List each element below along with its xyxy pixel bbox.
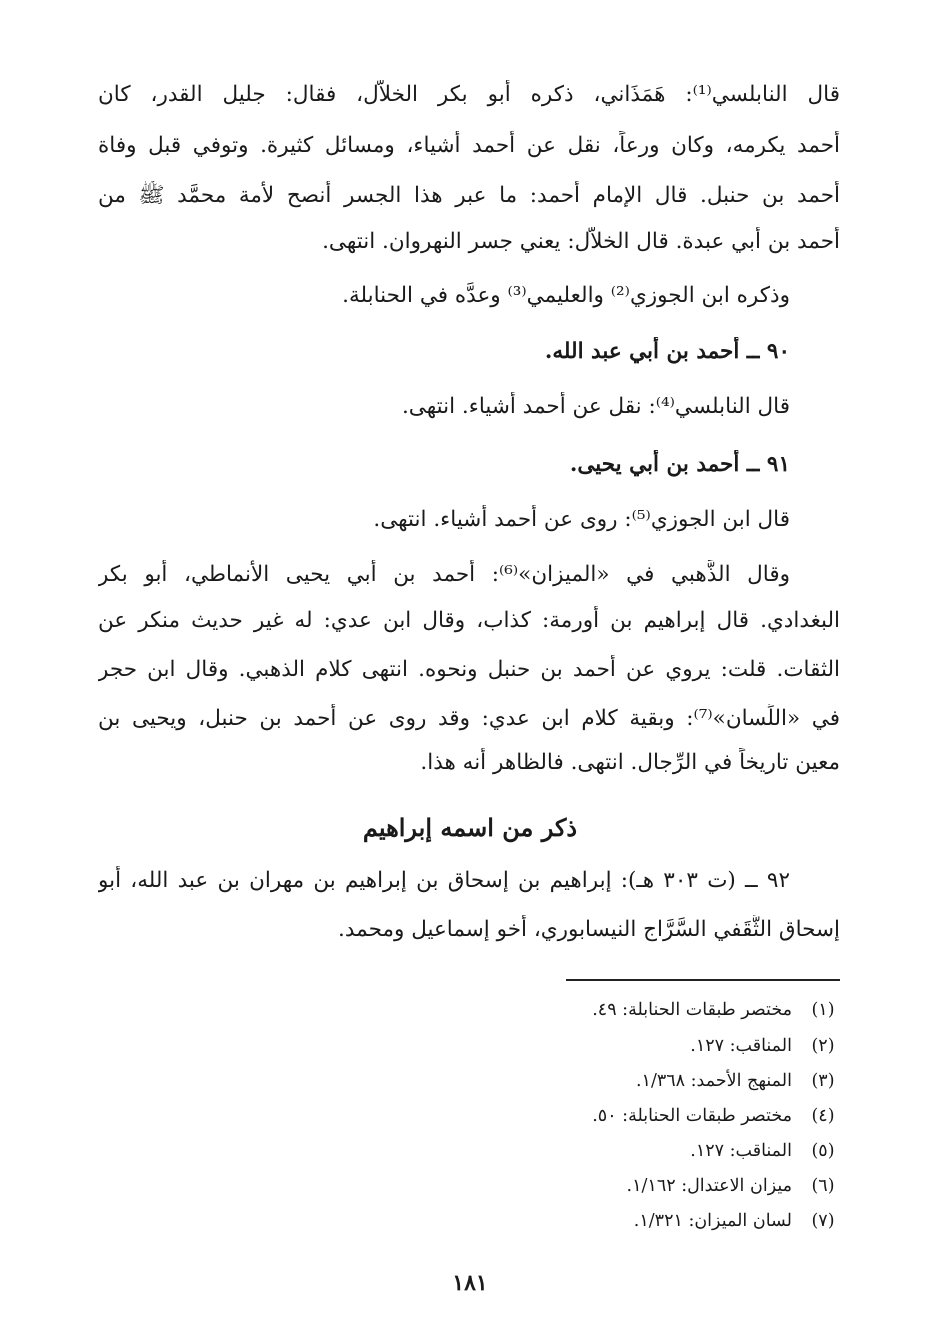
footnote: [420, 1068, 840, 1094]
body-text-line: إسحاق الثَّقَفي السَّرَّاج النيسابوري، أخو إسماعيل ومحمد.: [338, 917, 840, 942]
body-text-line: البغدادي. قال إبراهيم بن أورمة: كذاب، وقال ابن عدي: له غير حديث منكر عن: [98, 608, 840, 633]
footnote: [420, 997, 840, 1023]
body-text-line: قال ابن الجوزي⁽⁵⁾: روى عن أحمد أشياء. انتهى.: [373, 507, 790, 532]
footnote-text: المناقب: ١٢٧.: [690, 1036, 792, 1056]
footnote-separator: [566, 979, 840, 981]
footnote: [420, 1208, 840, 1234]
body-text-line: معين تاريخاً في الرِّجال. انتهى. فالظاهر أنه هذا.: [420, 750, 840, 775]
body-text-line: الثقات. قلت: يروي عن أحمد بن حنبل ونحوه. انتهى كلام الذهبي. وقال ابن حجر: [98, 657, 840, 682]
body-text-line: وقال الذَّهبي في «الميزان»⁽⁶⁾: أحمد بن أبي يحيى الأنماطي، أبو بكر: [98, 562, 790, 587]
entry-92-line: ٩٢ ــ (ت ٣٠٣ هـ): إبراهيم بن إسحاق بن إبراهيم بن مهران بن عبد الله، أبو: [98, 868, 790, 893]
footnote: [420, 1173, 840, 1199]
footnote-number: (٢): [811, 1036, 835, 1056]
footnote-text: مختصر طبقات الحنابلة: ٤٩.: [592, 1000, 792, 1020]
body-text-line: أحمد بن أبي عبدة. قال الخلاَّل: يعني جسر النهروان. انتهى.: [322, 229, 840, 254]
footnote-number: (٣): [811, 1071, 835, 1091]
body-text-line: أحمد يكرمه، وكان ورعاً، نقل عن أحمد أشياء، ومسائل كثيرة. وتوفي قبل وفاة: [98, 133, 840, 158]
footnote-text: ميزان الاعتدال: ١/١٦٢.: [626, 1176, 792, 1196]
footnote-text: لسان الميزان: ١/٣٢١.: [633, 1211, 792, 1231]
footnote-number: (٥): [811, 1141, 835, 1161]
footnote-number: (٤): [811, 1106, 835, 1126]
footnote: [420, 1103, 840, 1129]
footnote-number: (٦): [811, 1176, 835, 1196]
section-heading: ذكر من اسمه إبراهيم: [362, 813, 578, 842]
body-text-line: قال النابلسي⁽¹⁾: هَمَذَاني، ذكره أبو بكر الخلاَّل، فقال: جليل القدر، كان: [98, 82, 840, 107]
footnote-text: مختصر طبقات الحنابلة: ٥٠.: [592, 1106, 792, 1126]
footnote-text: المناقب: ١٢٧.: [690, 1141, 792, 1161]
body-text-line: أحمد بن حنبل. قال الإمام أحمد: ما عبر هذا الجسر أنصح لأمة محمَّد ﷺ من: [98, 183, 840, 208]
entry-heading-90: ٩٠ ــ أحمد بن أبي عبد الله.: [544, 339, 790, 364]
entry-heading-91: ٩١ ــ أحمد بن أبي يحيى.: [569, 452, 790, 477]
footnote-number: (٧): [811, 1211, 835, 1231]
body-text-line: في «اللِّسان»⁽⁷⁾: وبقية كلام ابن عدي: وقد روى عن أحمد بن حنبل، ويحيى بن: [98, 706, 840, 731]
body-text-line: وذكره ابن الجوزي⁽²⁾ والعليمي⁽³⁾ وعدَّه في الحنابلة.: [342, 283, 790, 308]
footnote-text: المنهج الأحمد: ١/٣٦٨.: [635, 1071, 792, 1091]
body-text-line: قال النابلسي⁽⁴⁾: نقل عن أحمد أشياء. انتهى.: [401, 394, 790, 419]
footnote: [420, 1138, 840, 1164]
page-number: ١٨١: [452, 1270, 488, 1296]
footnote: [420, 1033, 840, 1059]
footnote-number: (١): [811, 1000, 835, 1020]
